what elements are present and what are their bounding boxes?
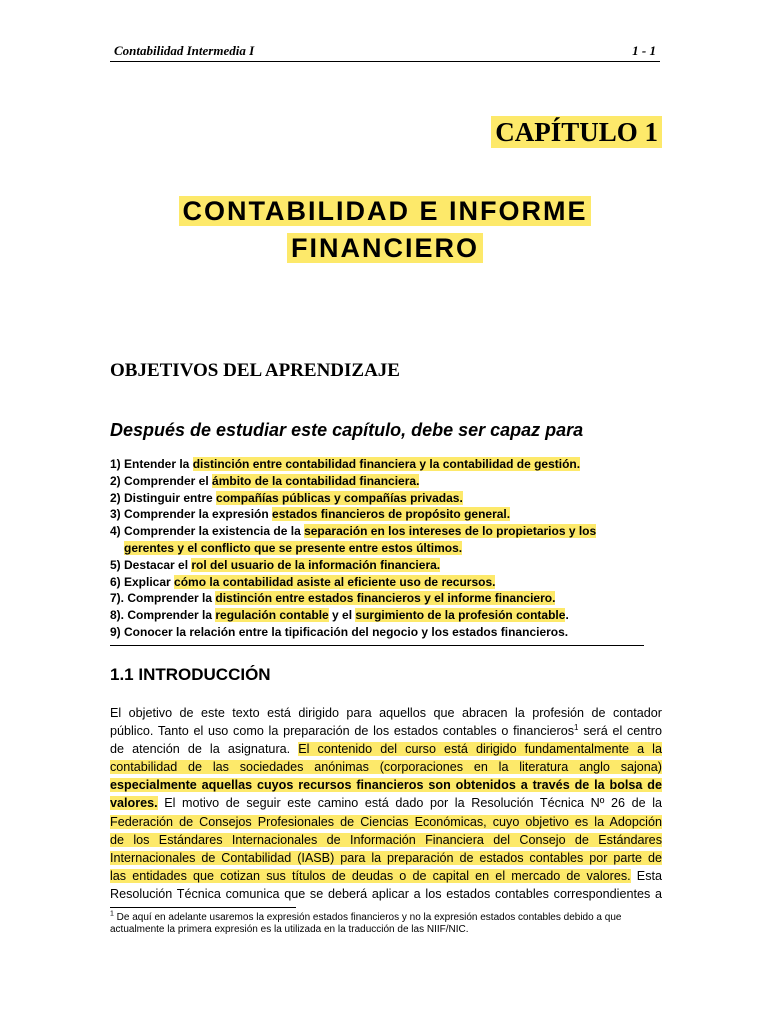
body-line: las entidades que cotizan sus títulos de deudas o de capital en el mercado de valores. Esta [110,868,663,883]
objective-item: 2) Distinguir entre compañías públicas y compañías privadas. [110,490,463,505]
objective-item: 1) Entender la distinción entre contabilidad financiera y la contabilidad de gestión. [110,457,581,471]
objective-item-continuation: gerentes y el conflicto que se presente entre estos últimos. [124,540,463,555]
body-line: de atención de la asignatura. El contenido del curso está dirigido fundamentalmente a la [110,742,662,757]
objective-item: 2) Comprender el ámbito de la contabilidad financiera. [110,473,420,488]
footnote-separator [110,907,296,908]
body-line: contabilidad de las sociedades anónimas (corporaciones en la literatura anglo sajona) [110,760,662,775]
objectives-intro: Después de estudiar este capítulo, debe ser capaz para [110,420,584,440]
chapter-label: CAPÍTULO 1 [491,116,662,148]
objective-item: 3) Comprender la expresión estados financieros de propósito general. [110,507,511,522]
body-line: Internacionales de Contabilidad (IASB) para la preparación de estados contables por parte de [110,850,662,865]
footnote: $^1$ De aquí en adelante usaremos la expresión estados financieros y no la expresión estados contables debido a que actualmente la primera expresión es la utilizada en la traducción de las NIIF/NIC. [110,910,622,935]
objective-item: 5) Destacar el rol del usuario de la información financiera. [110,557,441,572]
header-book-title: Contabilidad Intermedia I [114,43,255,58]
body-paragraph [110,704,662,903]
objectives-list [110,456,650,641]
body-line: valores. El motivo de seguir este camino está dado por la Resolución Técnica Nº 26 de la [110,796,662,811]
body-line: Resolución Técnica comunica que se deberá aplicar a los estados contables correspondientes a [110,886,662,901]
objective-item: 7). Comprender la distinción entre estados financieros y el informe financiero. [110,591,556,606]
section-divider [110,645,644,646]
footnote-reference[interactable]: 1 [574,722,579,732]
body-line: Federación de Consejos Profesionales de Ciencias Económicas, cuyo objetivo es la Adopción [110,814,662,829]
page-header [110,39,660,62]
chapter-title-line-2: FINANCIERO [287,233,483,263]
body-line: público. Tanto el uso como la preparación de los estados contables o financieros$^1$ será el centro [110,722,662,739]
body-line: El objetivo de este texto está dirigido para aquellos que abracen la profesión de contador [110,706,662,720]
chapter-title [110,193,660,267]
objective-item: 6) Explicar cómo la contabilidad asiste al eficiente uso de recursos. [110,574,496,589]
objective-item: 9) Conocer la relación entre la tipificación del negocio y los estados financieros. [110,624,569,639]
objectives-heading: OBJETIVOS DEL APRENDIZAJE [110,360,400,381]
body-line: especialmente aquellas cuyos recursos financieros son obtenidos a través de la bolsa de [110,778,662,793]
objective-item: 8). Comprender la regulación contable y el surgimiento de la profesión contable. [110,608,569,623]
header-page-number: 1 - 1 [632,43,656,58]
body-line: de los Estándares Internacionales de Información Financiera del Consejo de Estándares [110,832,662,847]
footnote-number: 1 [110,910,114,918]
chapter-title-line-1: CONTABILIDAD E INFORME [179,196,592,226]
objective-item: 4) Comprender la existencia de la separación en los intereses de lo propietarios y los [110,524,597,539]
section-heading: 1.1 INTRODUCCIÓN [110,665,271,684]
